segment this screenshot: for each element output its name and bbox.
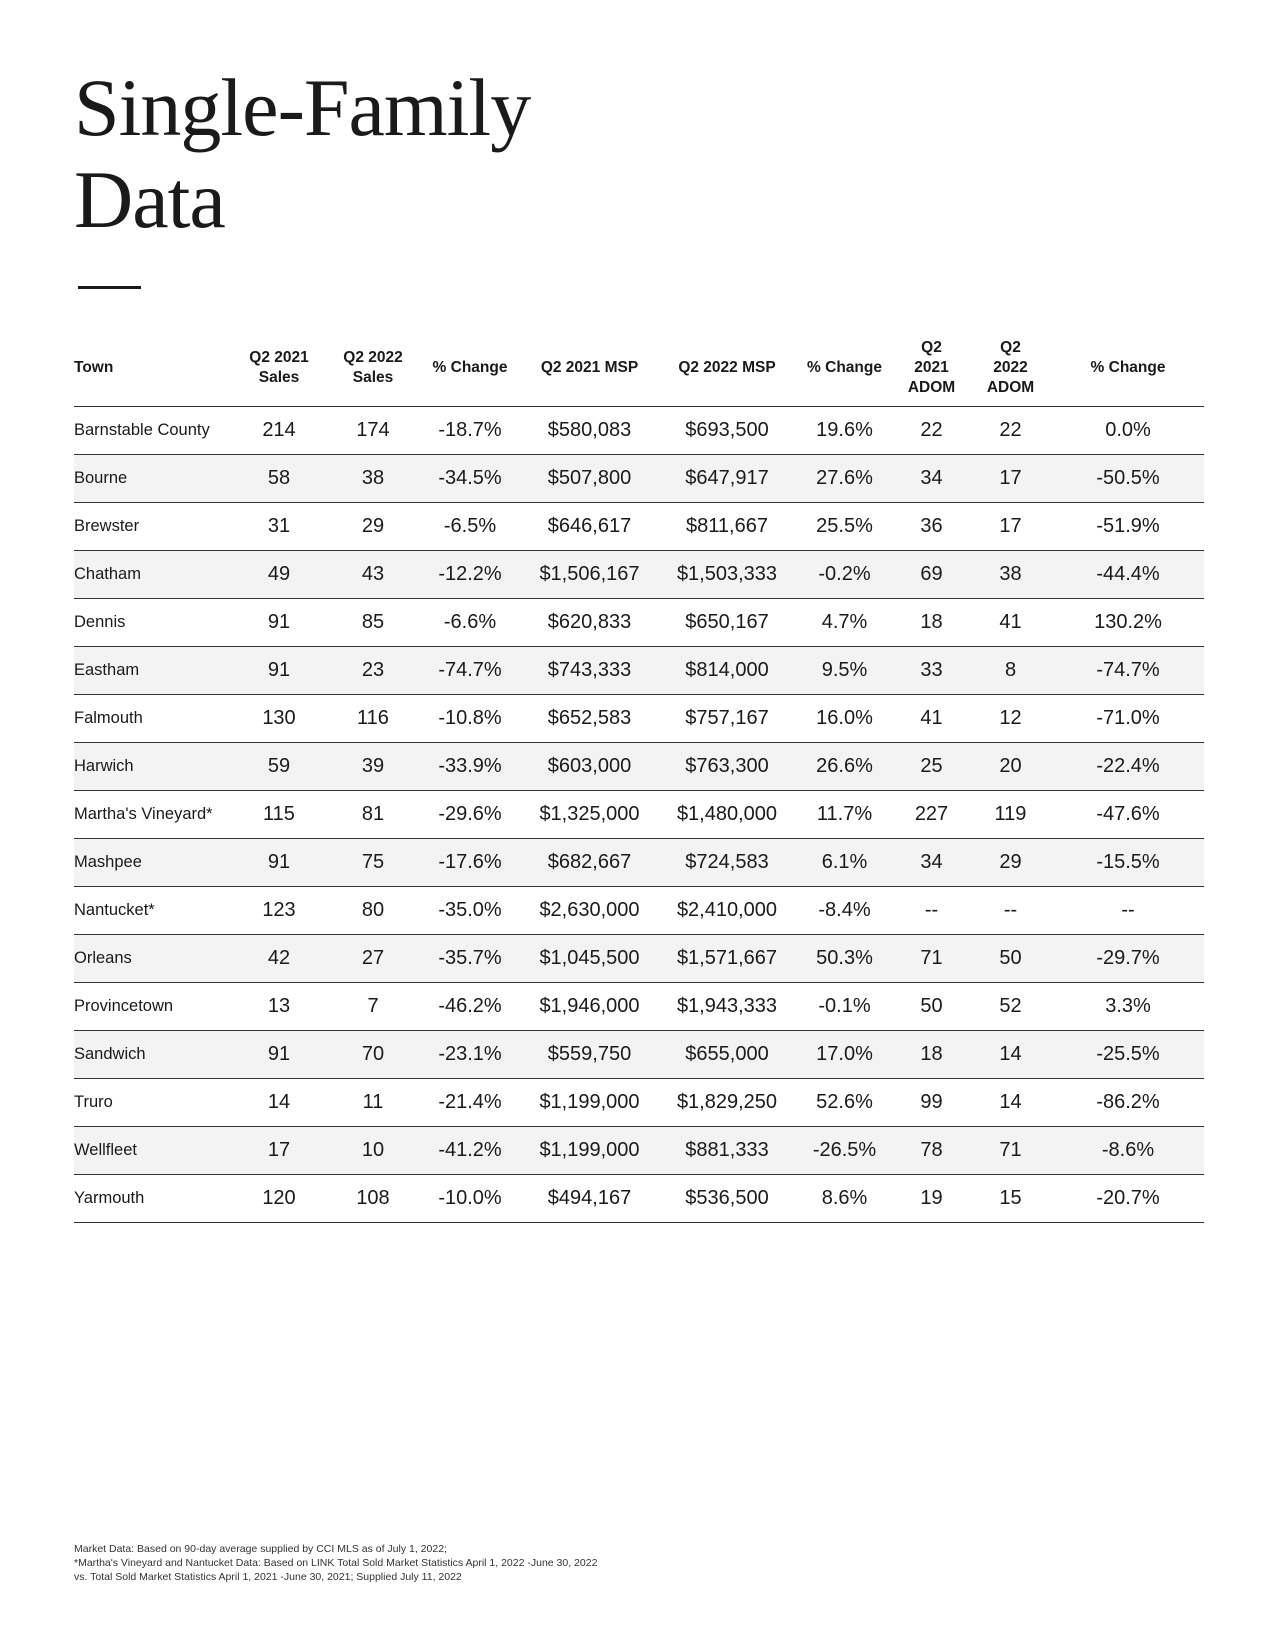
cell-q2-2021-adom: 25 <box>894 743 969 791</box>
cell-adom-change: -8.6% <box>1052 1127 1204 1175</box>
cell-town: Mashpee <box>74 839 232 887</box>
cell-q2-2022-sales: 23 <box>326 647 420 695</box>
cell-town: Dennis <box>74 599 232 647</box>
table-row <box>74 983 1204 1031</box>
cell-q2-2022-adom: 17 <box>969 455 1052 503</box>
page-title-line-2: Data <box>74 154 225 245</box>
cell-q2-2021-sales: 123 <box>232 887 326 935</box>
cell-q2-2022-msp: $1,480,000 <box>659 791 795 839</box>
single-family-data-table <box>74 330 1204 1223</box>
cell-q2-2022-msp: $2,410,000 <box>659 887 795 935</box>
cell-q2-2022-msp: $1,943,333 <box>659 983 795 1031</box>
table-row <box>74 695 1204 743</box>
cell-q2-2022-adom: 50 <box>969 935 1052 983</box>
table-row <box>74 791 1204 839</box>
cell-q2-2021-adom: 34 <box>894 839 969 887</box>
cell-town: Barnstable County <box>74 407 232 455</box>
table-row <box>74 743 1204 791</box>
cell-sales-change: -6.5% <box>420 503 520 551</box>
cell-q2-2022-msp: $763,300 <box>659 743 795 791</box>
cell-q2-2021-adom: 227 <box>894 791 969 839</box>
cell-q2-2021-adom: 71 <box>894 935 969 983</box>
table-row <box>74 935 1204 983</box>
cell-q2-2021-msp: $652,583 <box>520 695 659 743</box>
cell-q2-2022-sales: 11 <box>326 1079 420 1127</box>
cell-msp-change: 8.6% <box>795 1175 894 1223</box>
cell-adom-change: -29.7% <box>1052 935 1204 983</box>
cell-adom-change: -- <box>1052 887 1204 935</box>
table-body <box>74 407 1204 1223</box>
cell-q2-2022-adom: 29 <box>969 839 1052 887</box>
cell-q2-2021-sales: 58 <box>232 455 326 503</box>
table-row <box>74 887 1204 935</box>
cell-q2-2021-sales: 14 <box>232 1079 326 1127</box>
cell-q2-2021-msp: $1,946,000 <box>520 983 659 1031</box>
header-q2-2022-adom: Q2 2022 ADOM <box>969 330 1052 407</box>
header-q2-2021-adom: Q2 2021 ADOM <box>894 330 969 407</box>
cell-msp-change: 25.5% <box>795 503 894 551</box>
cell-msp-change: -0.1% <box>795 983 894 1031</box>
cell-q2-2021-msp: $646,617 <box>520 503 659 551</box>
cell-q2-2021-msp: $603,000 <box>520 743 659 791</box>
cell-sales-change: -12.2% <box>420 551 520 599</box>
cell-town: Martha's Vineyard* <box>74 791 232 839</box>
table-row <box>74 839 1204 887</box>
cell-q2-2021-sales: 214 <box>232 407 326 455</box>
cell-q2-2022-adom: 14 <box>969 1079 1052 1127</box>
cell-q2-2021-msp: $2,630,000 <box>520 887 659 935</box>
cell-town: Eastham <box>74 647 232 695</box>
cell-q2-2022-msp: $647,917 <box>659 455 795 503</box>
cell-q2-2021-sales: 130 <box>232 695 326 743</box>
cell-q2-2021-msp: $1,199,000 <box>520 1079 659 1127</box>
cell-q2-2022-msp: $536,500 <box>659 1175 795 1223</box>
cell-q2-2021-msp: $1,325,000 <box>520 791 659 839</box>
cell-q2-2022-adom: 71 <box>969 1127 1052 1175</box>
cell-q2-2022-sales: 29 <box>326 503 420 551</box>
cell-q2-2021-sales: 91 <box>232 599 326 647</box>
cell-msp-change: -26.5% <box>795 1127 894 1175</box>
cell-q2-2022-msp: $724,583 <box>659 839 795 887</box>
cell-msp-change: 16.0% <box>795 695 894 743</box>
cell-q2-2022-adom: -- <box>969 887 1052 935</box>
cell-msp-change: 9.5% <box>795 647 894 695</box>
cell-q2-2021-sales: 120 <box>232 1175 326 1223</box>
header-msp-change: % Change <box>795 330 894 407</box>
cell-town: Orleans <box>74 935 232 983</box>
cell-town: Harwich <box>74 743 232 791</box>
cell-q2-2021-sales: 115 <box>232 791 326 839</box>
cell-sales-change: -35.0% <box>420 887 520 935</box>
cell-sales-change: -74.7% <box>420 647 520 695</box>
cell-q2-2022-adom: 38 <box>969 551 1052 599</box>
cell-q2-2022-msp: $693,500 <box>659 407 795 455</box>
table-header-row <box>74 330 1204 407</box>
cell-town: Bourne <box>74 455 232 503</box>
cell-q2-2021-adom: 99 <box>894 1079 969 1127</box>
table-row <box>74 1079 1204 1127</box>
cell-q2-2022-adom: 8 <box>969 647 1052 695</box>
cell-town: Falmouth <box>74 695 232 743</box>
cell-q2-2022-adom: 52 <box>969 983 1052 1031</box>
title-divider <box>78 286 141 289</box>
header-adom-change: % Change <box>1052 330 1204 407</box>
cell-q2-2022-adom: 119 <box>969 791 1052 839</box>
cell-q2-2022-sales: 70 <box>326 1031 420 1079</box>
page-title-line-1: Single-Family <box>74 62 531 153</box>
cell-town: Nantucket* <box>74 887 232 935</box>
table-row <box>74 1127 1204 1175</box>
cell-q2-2021-adom: 33 <box>894 647 969 695</box>
cell-q2-2021-adom: 22 <box>894 407 969 455</box>
cell-q2-2022-sales: 116 <box>326 695 420 743</box>
cell-q2-2022-sales: 81 <box>326 791 420 839</box>
cell-sales-change: -6.6% <box>420 599 520 647</box>
cell-sales-change: -23.1% <box>420 1031 520 1079</box>
cell-adom-change: -74.7% <box>1052 647 1204 695</box>
cell-sales-change: -17.6% <box>420 839 520 887</box>
cell-q2-2022-sales: 39 <box>326 743 420 791</box>
cell-q2-2021-sales: 17 <box>232 1127 326 1175</box>
cell-msp-change: 52.6% <box>795 1079 894 1127</box>
cell-sales-change: -33.9% <box>420 743 520 791</box>
cell-q2-2022-msp: $757,167 <box>659 695 795 743</box>
cell-adom-change: -51.9% <box>1052 503 1204 551</box>
header-town: Town <box>74 330 232 407</box>
cell-sales-change: -29.6% <box>420 791 520 839</box>
cell-msp-change: 26.6% <box>795 743 894 791</box>
cell-q2-2021-adom: 69 <box>894 551 969 599</box>
table-row <box>74 647 1204 695</box>
cell-q2-2022-sales: 7 <box>326 983 420 1031</box>
header-sales-change: % Change <box>420 330 520 407</box>
cell-adom-change: -44.4% <box>1052 551 1204 599</box>
cell-sales-change: -21.4% <box>420 1079 520 1127</box>
cell-sales-change: -18.7% <box>420 407 520 455</box>
cell-q2-2021-msp: $743,333 <box>520 647 659 695</box>
cell-q2-2022-adom: 41 <box>969 599 1052 647</box>
cell-q2-2021-msp: $682,667 <box>520 839 659 887</box>
cell-q2-2022-adom: 12 <box>969 695 1052 743</box>
cell-town: Wellfleet <box>74 1127 232 1175</box>
cell-q2-2021-adom: 19 <box>894 1175 969 1223</box>
cell-q2-2021-msp: $494,167 <box>520 1175 659 1223</box>
table-row <box>74 599 1204 647</box>
cell-q2-2022-msp: $881,333 <box>659 1127 795 1175</box>
table-row <box>74 1031 1204 1079</box>
cell-q2-2022-msp: $650,167 <box>659 599 795 647</box>
cell-q2-2022-sales: 85 <box>326 599 420 647</box>
cell-adom-change: -25.5% <box>1052 1031 1204 1079</box>
cell-q2-2021-adom: -- <box>894 887 969 935</box>
cell-q2-2021-msp: $1,506,167 <box>520 551 659 599</box>
table-row <box>74 455 1204 503</box>
cell-sales-change: -35.7% <box>420 935 520 983</box>
cell-adom-change: 0.0% <box>1052 407 1204 455</box>
footnote-line-3: vs. Total Sold Market Statistics April 1, 2021 -June 30, 2021; Supplied July 11, 2022 <box>74 1571 462 1583</box>
footnote-line-1: Market Data: Based on 90-day average supplied by CCI MLS as of July 1, 2022; <box>74 1543 447 1555</box>
cell-q2-2021-sales: 91 <box>232 839 326 887</box>
cell-adom-change: -22.4% <box>1052 743 1204 791</box>
header-q2-2022-msp: Q2 2022 MSP <box>659 330 795 407</box>
cell-q2-2022-msp: $1,829,250 <box>659 1079 795 1127</box>
cell-msp-change: 27.6% <box>795 455 894 503</box>
cell-town: Chatham <box>74 551 232 599</box>
cell-q2-2021-sales: 42 <box>232 935 326 983</box>
cell-q2-2022-sales: 108 <box>326 1175 420 1223</box>
cell-q2-2021-sales: 31 <box>232 503 326 551</box>
cell-q2-2022-sales: 80 <box>326 887 420 935</box>
cell-msp-change: 4.7% <box>795 599 894 647</box>
table-row <box>74 1175 1204 1223</box>
cell-town: Sandwich <box>74 1031 232 1079</box>
table-row <box>74 503 1204 551</box>
cell-q2-2021-adom: 50 <box>894 983 969 1031</box>
cell-q2-2021-msp: $580,083 <box>520 407 659 455</box>
cell-town: Brewster <box>74 503 232 551</box>
cell-q2-2021-sales: 49 <box>232 551 326 599</box>
cell-q2-2022-msp: $814,000 <box>659 647 795 695</box>
cell-q2-2021-adom: 78 <box>894 1127 969 1175</box>
cell-q2-2021-sales: 13 <box>232 983 326 1031</box>
cell-adom-change: 130.2% <box>1052 599 1204 647</box>
cell-msp-change: -0.2% <box>795 551 894 599</box>
cell-q2-2021-msp: $507,800 <box>520 455 659 503</box>
footnote <box>74 1542 597 1584</box>
cell-msp-change: 19.6% <box>795 407 894 455</box>
cell-q2-2022-sales: 75 <box>326 839 420 887</box>
cell-msp-change: -8.4% <box>795 887 894 935</box>
cell-q2-2021-adom: 34 <box>894 455 969 503</box>
cell-adom-change: -47.6% <box>1052 791 1204 839</box>
cell-q2-2022-msp: $655,000 <box>659 1031 795 1079</box>
cell-q2-2021-adom: 41 <box>894 695 969 743</box>
page-title <box>74 62 530 246</box>
cell-q2-2021-sales: 59 <box>232 743 326 791</box>
cell-q2-2022-sales: 38 <box>326 455 420 503</box>
cell-q2-2022-adom: 22 <box>969 407 1052 455</box>
cell-q2-2021-msp: $559,750 <box>520 1031 659 1079</box>
cell-q2-2022-sales: 10 <box>326 1127 420 1175</box>
cell-msp-change: 6.1% <box>795 839 894 887</box>
cell-town: Provincetown <box>74 983 232 1031</box>
cell-q2-2022-adom: 20 <box>969 743 1052 791</box>
cell-q2-2022-sales: 43 <box>326 551 420 599</box>
cell-sales-change: -34.5% <box>420 455 520 503</box>
footnote-line-2: *Martha's Vineyard and Nantucket Data: Based on LINK Total Sold Market Statistics April 1, 2022 -June 30, 2022 <box>74 1557 598 1569</box>
cell-sales-change: -10.0% <box>420 1175 520 1223</box>
cell-q2-2021-msp: $1,045,500 <box>520 935 659 983</box>
table-row <box>74 551 1204 599</box>
cell-q2-2021-sales: 91 <box>232 647 326 695</box>
cell-town: Yarmouth <box>74 1175 232 1223</box>
cell-adom-change: -15.5% <box>1052 839 1204 887</box>
cell-msp-change: 11.7% <box>795 791 894 839</box>
cell-q2-2021-adom: 18 <box>894 1031 969 1079</box>
cell-adom-change: -86.2% <box>1052 1079 1204 1127</box>
header-q2-2021-sales: Q2 2021 Sales <box>232 330 326 407</box>
table-row <box>74 407 1204 455</box>
cell-q2-2022-msp: $1,503,333 <box>659 551 795 599</box>
header-q2-2021-msp: Q2 2021 MSP <box>520 330 659 407</box>
cell-q2-2022-sales: 174 <box>326 407 420 455</box>
cell-q2-2021-adom: 18 <box>894 599 969 647</box>
cell-adom-change: -50.5% <box>1052 455 1204 503</box>
cell-q2-2021-msp: $620,833 <box>520 599 659 647</box>
cell-q2-2021-adom: 36 <box>894 503 969 551</box>
cell-q2-2021-sales: 91 <box>232 1031 326 1079</box>
cell-adom-change: 3.3% <box>1052 983 1204 1031</box>
cell-q2-2022-adom: 15 <box>969 1175 1052 1223</box>
cell-q2-2022-sales: 27 <box>326 935 420 983</box>
header-q2-2022-sales: Q2 2022 Sales <box>326 330 420 407</box>
cell-msp-change: 50.3% <box>795 935 894 983</box>
cell-q2-2021-msp: $1,199,000 <box>520 1127 659 1175</box>
cell-adom-change: -20.7% <box>1052 1175 1204 1223</box>
cell-adom-change: -71.0% <box>1052 695 1204 743</box>
cell-town: Truro <box>74 1079 232 1127</box>
cell-q2-2022-adom: 14 <box>969 1031 1052 1079</box>
cell-q2-2022-msp: $1,571,667 <box>659 935 795 983</box>
cell-q2-2022-adom: 17 <box>969 503 1052 551</box>
cell-msp-change: 17.0% <box>795 1031 894 1079</box>
cell-sales-change: -46.2% <box>420 983 520 1031</box>
cell-sales-change: -41.2% <box>420 1127 520 1175</box>
cell-q2-2022-msp: $811,667 <box>659 503 795 551</box>
cell-sales-change: -10.8% <box>420 695 520 743</box>
